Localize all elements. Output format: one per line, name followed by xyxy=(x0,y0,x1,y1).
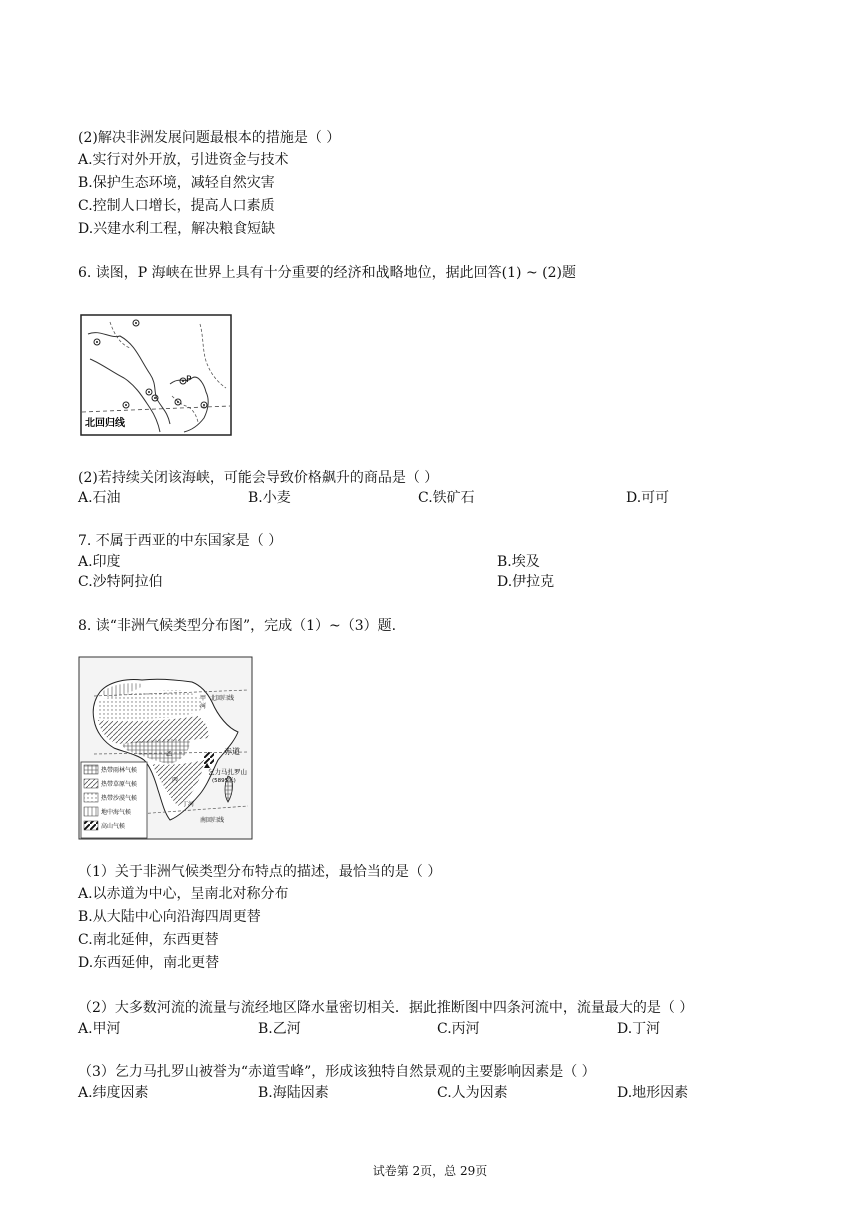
q8-sub1-stem: （1）关于非洲气候类型分布特点的描述，最恰当的是（ ） xyxy=(78,864,442,880)
q5-option-c: C.控制人口增长，提高人口素质 xyxy=(78,198,275,214)
river-bing-label: 丙 xyxy=(172,777,179,784)
q8-sub3-option-b: B.海陆因素 xyxy=(258,1085,329,1101)
tropic-south-label: 南回归线 xyxy=(200,817,225,824)
q8-sub2-option-a: A.甲河 xyxy=(78,1021,121,1037)
legend-item: 热带雨林气候 xyxy=(101,767,138,774)
q7-stem: 7. 不属于西亚的中东国家是（ ） xyxy=(78,533,283,549)
climate-legend xyxy=(81,762,147,838)
q8-sub2-option-d: D.丁河 xyxy=(617,1021,661,1037)
legend-item: 高山气候 xyxy=(101,823,126,830)
river-yi-label: 乙 xyxy=(166,751,173,758)
q7-option-c: C.沙特阿拉伯 xyxy=(78,574,163,590)
tropic-north-label: 北回归线 xyxy=(210,695,235,702)
q8-sub3-option-c: C.人为因素 xyxy=(437,1085,508,1101)
legend-item: 热带草原气候 xyxy=(101,781,138,788)
q6-option-b: B.小麦 xyxy=(248,490,291,506)
q5-option-b: B.保护生态环境，减轻自然灾害 xyxy=(78,175,275,191)
q7-option-d: D.伊拉克 xyxy=(497,574,555,590)
river-ding-label: 丁河 xyxy=(182,801,195,808)
q8-sub3-option-d: D.地形因素 xyxy=(617,1085,689,1101)
q8-sub3-stem: （3）乞力马扎罗山被誉为“赤道雪峰”，形成该独特自然景观的主要影响因素是（ ） xyxy=(78,1064,596,1080)
river-jia-label: 甲 xyxy=(200,695,207,702)
q5-stem: (2)解决非洲发展问题最根本的措施是（ ） xyxy=(78,130,341,146)
q7-option-a: A.印度 xyxy=(78,554,121,570)
kilimanjaro-height: (5895米) xyxy=(212,778,236,784)
strait-map xyxy=(80,314,232,436)
q6-stem: 6. 读图，P 海峡在世界上具有十分重要的经济和战略地位，据此回答(1) ~ (2)题 xyxy=(78,265,576,281)
q8-sub2-option-b: B.乙河 xyxy=(258,1021,301,1037)
q6-option-c: C.铁矿石 xyxy=(418,490,475,506)
q8-sub2-stem: （2）大多数河流的流量与流经地区降水量密切相关．据此推断图中四条河流中，流量最大的是（ ） xyxy=(78,1000,694,1016)
page-footer: 试卷第 2页，总 29页 xyxy=(372,1164,488,1178)
tropic-of-cancer-label: 北回归线 xyxy=(85,418,125,429)
strait-p-label: P xyxy=(186,375,192,385)
q8-sub1-option-d: D.东西延伸，南北更替 xyxy=(78,955,220,971)
q8-sub2-option-c: C.丙河 xyxy=(437,1021,480,1037)
q6-option-d: D.可可 xyxy=(626,490,670,506)
africa-climate-map xyxy=(78,656,253,840)
q6-sub2-stem: (2)若持续关闭该海峡，可能会导致价格飙升的商品是（ ） xyxy=(78,470,439,486)
q8-sub1-option-c: C.南北延伸，东西更替 xyxy=(78,932,219,948)
equator-label: 赤道 xyxy=(224,747,240,756)
q7-option-b: B.埃及 xyxy=(497,554,540,570)
q8-stem: 8. 读“非洲气候类型分布图”，完成（1）~（3）题. xyxy=(78,618,397,634)
q5-option-a: A.实行对外开放，引进资金与技术 xyxy=(78,152,289,168)
legend-item: 地中海气候 xyxy=(101,809,132,816)
q8-sub1-option-b: B.从大陆中心向沿海四周更替 xyxy=(78,909,261,925)
kilimanjaro-label: 乞力马扎罗山 xyxy=(208,768,247,776)
q5-option-d: D.兴建水利工程，解决粮食短缺 xyxy=(78,221,276,237)
river-jia-suffix: 河 xyxy=(200,703,207,710)
q8-sub3-option-a: A.纬度因素 xyxy=(78,1085,149,1101)
legend-item: 热带沙漠气候 xyxy=(101,795,138,802)
q6-option-a: A.石油 xyxy=(78,490,121,506)
q8-sub1-option-a: A.以赤道为中心，呈南北对称分布 xyxy=(78,886,289,902)
